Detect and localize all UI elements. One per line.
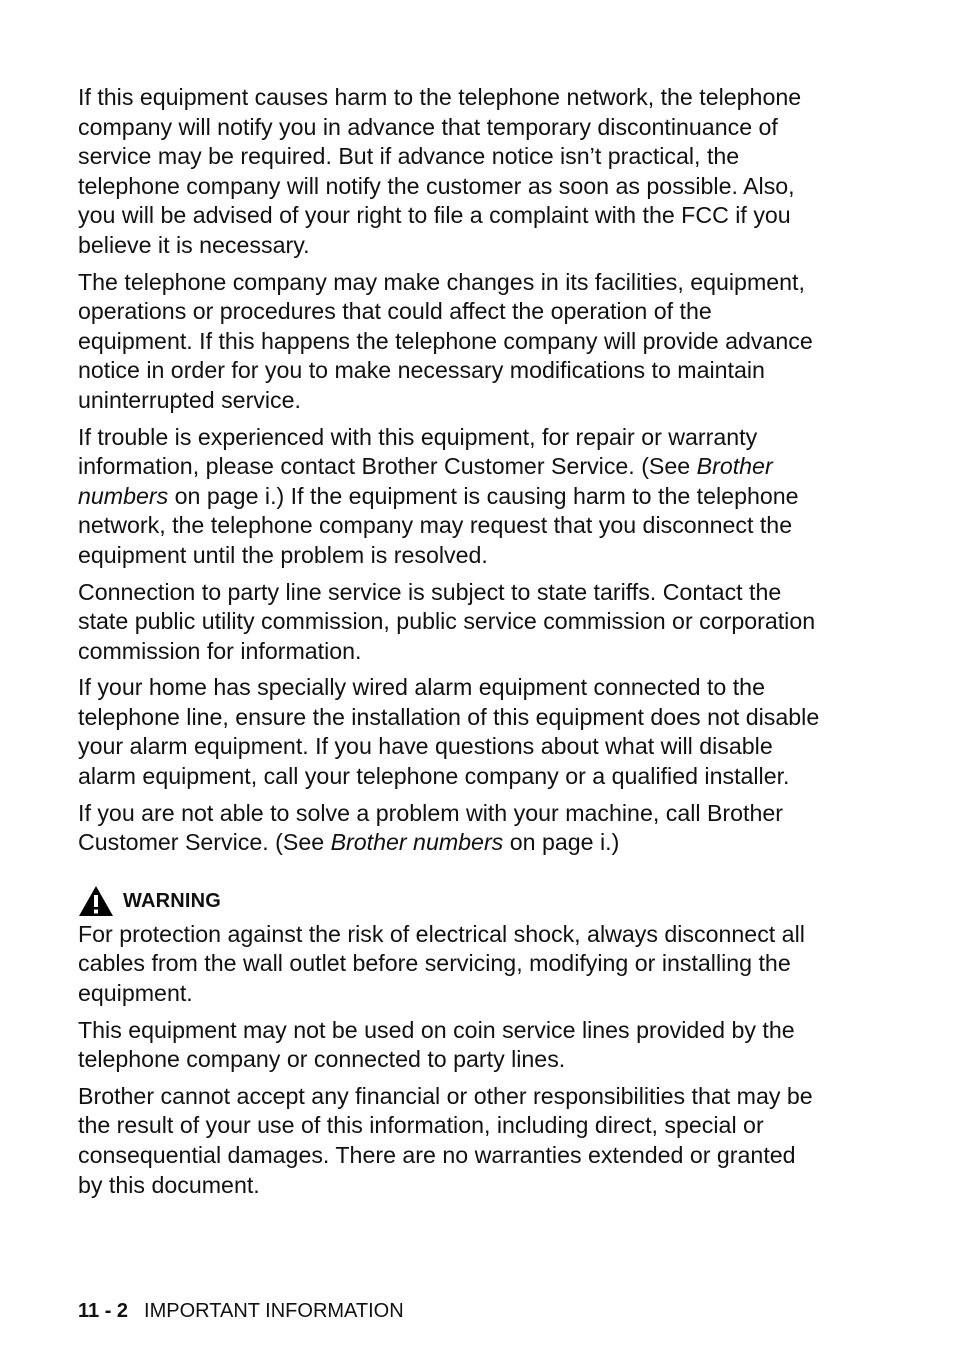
paragraph-text: on page i.) If the equipment is causing harm to the telephone network, the telephone company may request that you disconnect the equipment until the problem is resolved. <box>78 482 799 568</box>
paragraph-trouble-service <box>78 423 826 571</box>
warning-paragraph-shock: For protection against the risk of electrical shock, always disconnect all cables from the wall outlet before servicing, modifying or installing the equipment. <box>78 920 805 1007</box>
warning-triangle-icon <box>78 885 114 917</box>
warning-paragraph-coin-lines: This equipment may not be used on coin service lines provided by the telephone company or connected to party lines. <box>78 1016 795 1073</box>
brother-numbers-reference: Brother numbers <box>78 453 773 509</box>
paragraph-facility-changes: The telephone company may make changes in its facilities, equipment, operations or procedures that could affect the operation of the equipment. If this happens the telephone company will provide advance notice in order for you to make necessary modifications to maintain uninterrupted service. <box>78 268 813 413</box>
paragraph-alarm-equipment: If your home has specially wired alarm equipment connected to the telephone line, ensure the installation of this equipment does not disable your alarm equipment. If you have questions about what will disable alarm equipment, call your telephone company or a qualified installer. <box>78 674 820 790</box>
warning-paragraph-liability: Brother cannot accept any financial or other responsibilities that may be the result of your use of this information, including direct, special or consequential damages. There are no warranties extended or granted by this document. <box>78 1082 813 1198</box>
document-body <box>78 83 826 1207</box>
page-footer <box>78 1300 404 1323</box>
page-number: 11 - 2 <box>78 1300 129 1322</box>
paragraph-text: on page i.) <box>503 829 620 856</box>
paragraph-text: If trouble is experienced with this equipment, for repair or warranty information, please contact Brother Customer Service. (See <box>78 423 758 480</box>
warning-heading <box>78 886 826 916</box>
paragraph-text: If you are not able to solve a problem with your machine, call Brother Customer Service. (See <box>78 799 783 856</box>
brother-numbers-reference: Brother numbers <box>330 829 504 856</box>
paragraph-party-line: Connection to party line service is subject to state tariffs. Contact the state public utility commission, public service commission or corporation commission for information. <box>78 578 816 664</box>
section-title: IMPORTANT INFORMATION <box>144 1300 404 1322</box>
warning-label: WARNING <box>123 890 222 913</box>
paragraph-customer-service <box>78 799 826 858</box>
paragraph-harm-notice: If this equipment causes harm to the telephone network, the telephone company will notify you in advance that temporary discontinuance of service may be required. But if advance notice isn’t practical, the telephone company will notify the customer as soon as possible. Also, you will be advised of your right to file a complaint with the FCC if you believe it is necessary. <box>78 84 802 258</box>
